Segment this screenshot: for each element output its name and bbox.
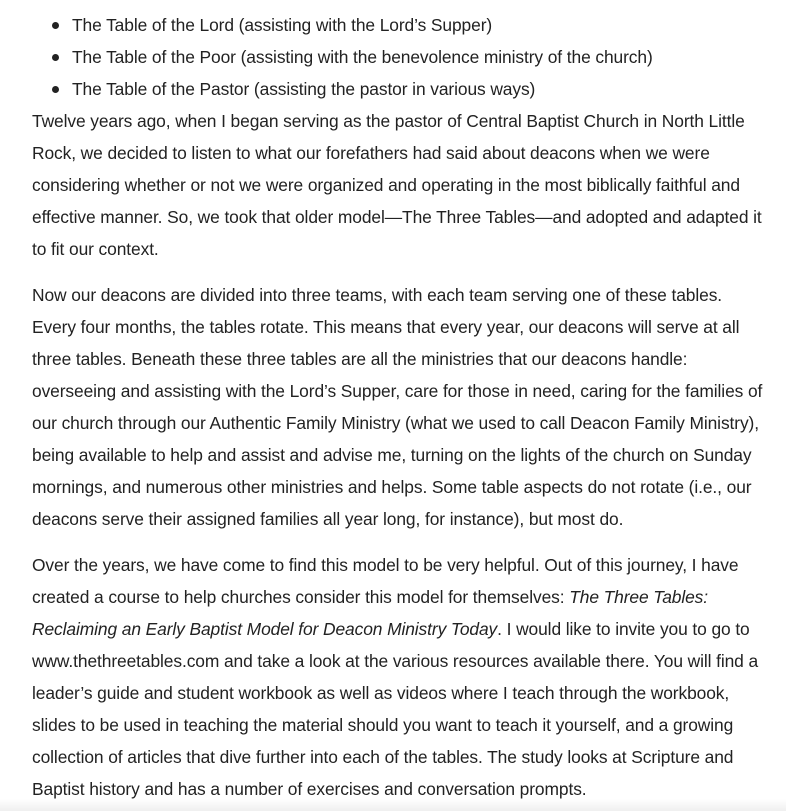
paragraph-history: Twelve years ago, when I began serving as the pastor of Central Baptist Church in North Little Rock, we decided to listen to what our forefathers had said about deacons when we were considering whether or not we were organized and operating in the most biblically faithful and effective manner. So, we took that older model—The Three Tables—and adopted and adapted it to fit our context. [32,111,762,259]
paragraph-text: . I would like to invite you to go to www.thethreetables.com and take a look at the various resources available there. You will find a leader’s guide and student workbook as well as videos where I teach through the workbook, slides to be used in teaching the material should you want to teach it yourself, and a growing collection of articles that dive further into each of the tables. The study looks at Scripture and Baptist history and has a number of exercises and conversation prompts. [32,619,759,799]
bullet-icon [52,22,59,29]
list-item [72,73,767,105]
list-item [72,9,767,41]
bottom-fade [0,799,786,811]
list-item-text: The Table of the Lord (assisting with the Lord’s Supper) [72,15,493,35]
bullet-icon [52,86,59,93]
three-tables-list [32,9,767,105]
paragraph-text: Over the years, we have come to find this model to be very helpful. Out of this journey, I have created a course to help churches consider this model for themselves: [32,555,739,607]
paragraph-course [32,549,767,805]
bullet-icon [52,54,59,61]
paragraph-rotation: Now our deacons are divided into three teams, with each team serving one of these tables. Every four months, the tables rotate. This means that every year, our deacons will serve at all three tables. Beneath these three tables are all the ministries that our deacons handle: overseeing and assisting with the Lord’s Supper, care for those in need, caring for the families of our church through our Authentic Family Ministry (what we used to call Deacon Family Ministry), being available to help and assist and advise me, turning on the lights of the church on Sunday mornings, and numerous other ministries and helps. Some table aspects do not rotate (i.e., our deacons serve their assigned families all year long, for instance), but most do. [32,285,763,529]
course-title: The Three Tables: Reclaiming an Early Baptist Model for Deacon Ministry Today [32,587,709,639]
list-item-text: The Table of the Pastor (assisting the pastor in various ways) [72,79,536,99]
list-item-text: The Table of the Poor (assisting with the benevolence ministry of the church) [72,47,653,67]
list-item [72,41,767,73]
article-body [32,9,767,805]
